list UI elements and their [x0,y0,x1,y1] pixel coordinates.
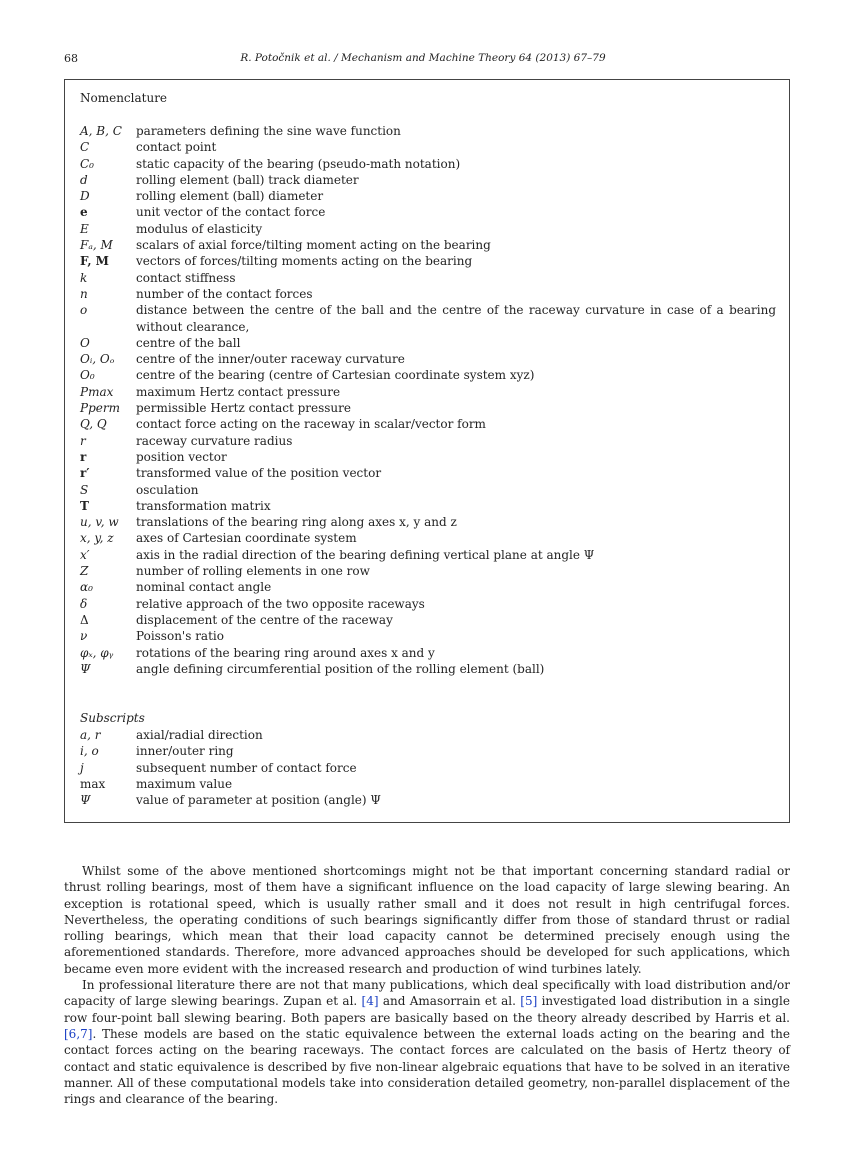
entry-description: permissible Hertz contact pressure [136,401,351,416]
nomenclature-entry [80,628,776,644]
entry-description: contact force acting on the raceway in scalar/vector form [136,417,486,432]
entry-description: contact stiffness [136,270,236,285]
entry-description: parameters defining the sine wave function [136,124,401,138]
nomenclature-entry [80,367,776,383]
subscripts-title: Subscripts [80,711,145,725]
entry-description: axial/radial direction [136,728,263,742]
nomenclature-entry [80,743,776,759]
nomenclature-entry [80,612,776,628]
nomenclature-entry [80,123,776,139]
entry-symbol: Δ [80,612,89,627]
entry-description: centre of the bearing (centre of Cartesian coordinate system xyz) [136,368,535,383]
entry-symbol: Pperm [80,401,120,416]
running-head: R. Potočnik et al. / Mechanism and Machine Theory 64 (2013) 67–79 [240,52,606,64]
entry-description: distance between the centre of the ball and the centre of the raceway curvature in case of a bearing without clearance, [136,303,776,334]
entry-symbol: Ψ [80,661,91,676]
nomenclature-entry [80,384,776,400]
entry-symbol: O₀ [80,368,95,383]
nomenclature-entry [80,253,776,269]
entry-symbol: F, M [80,254,109,269]
page-number: 68 [64,52,78,65]
entry-description: relative approach of the two opposite raceways [136,596,425,611]
nomenclature-entry [80,351,776,367]
entry-description: number of the contact forces [136,286,313,301]
entry-symbol: φₓ, φᵧ [80,645,114,660]
entry-symbol: Q, Q [80,417,107,432]
entry-description: position vector [136,449,227,464]
paragraph-1: Whilst some of the above mentioned shortcomings might not be that important concerning standard radial or thrust rolling bearings, most of them have a significant influence on the load capacity of large slewing bearing. An exception is rotational speed, which is usually rather small and it does not result in high centrifugal forces. Nevertheless, the operating conditions of such bearings significantly differ from those of standard thrust or radial rolling bearings, which mean that their load capacity cannot be determined precisely enough using the aforementioned standards. Therefore, more advanced approaches should be developed for such applications, which became even more evident with the increased research and production of wind turbines lately. [64,864,790,976]
nomenclature-title: Nomenclature [80,91,168,105]
entry-symbol: Pmax [80,384,114,399]
entry-description: rolling element (ball) diameter [136,189,324,204]
entry-symbol: δ [80,596,88,611]
nomenclature-entry [80,776,776,792]
entry-description: angle defining circumferential position of the rolling element (ball) [136,661,545,676]
nomenclature-box [64,79,790,823]
entry-description: transformed value of the position vector [136,466,382,481]
entry-symbol: r′ [80,466,90,481]
nomenclature-entry [80,400,776,416]
paragraph-2-text-b: and Amasorrain et al. [378,994,521,1009]
entry-description: nominal contact angle [136,580,272,595]
nomenclature-entry [80,335,776,351]
entry-description: Poisson's ratio [136,629,224,644]
citation-link[interactable]: [6,7] [64,1026,93,1041]
nomenclature-entry [80,760,776,776]
entry-description: axes of Cartesian coordinate system [136,531,357,546]
entry-description: centre of the inner/outer raceway curvature [136,352,405,367]
nomenclature-entry [80,286,776,302]
nomenclature-entry [80,579,776,595]
entry-symbol: a, r [80,728,101,742]
entry-description: maximum value [136,776,233,791]
nomenclature-entry [80,156,776,172]
entry-description: displacement of the centre of the raceway [136,612,393,627]
entry-description: centre of the ball [136,335,241,350]
entry-symbol: j [80,760,84,775]
entry-description: axis in the radial direction of the bearing defining vertical plane at angle Ψ [136,547,595,562]
nomenclature-entry [80,449,776,465]
subscripts-list [80,727,776,808]
nomenclature-entry [80,514,776,530]
nomenclature-entry [80,498,776,514]
entry-description: number of rolling elements in one row [136,564,370,579]
nomenclature-entry [80,270,776,286]
nomenclature-entry [80,204,776,220]
entry-symbol: o [80,303,88,318]
entry-symbol: i, o [80,744,99,759]
nomenclature-entry [80,547,776,563]
entry-description: value of parameter at position (angle) Ψ [136,793,381,808]
entry-symbol: E [80,221,89,236]
paragraph-2-text-d: . These models are based on the static equivalence between the external loads acting on the bearing and the contact forces acting on the bearing raceways. The contact forces are calculated on the basis of Hertz theory of contact and static equivalence is described by five non-linear algebraic equations that have to be solved in an iterative manner. All of these computational models take into consideration detailed geometry, non-parallel displacement of the rings and clearance of the bearing. [64,1026,790,1107]
entry-symbol: S [80,482,89,497]
entry-symbol: O [80,335,90,350]
entry-symbol: T [80,498,89,513]
entry-description: transformation matrix [136,498,271,513]
entry-symbol: α₀ [80,580,93,595]
entry-description: inner/outer ring [136,744,234,759]
entry-symbol: d [80,172,88,187]
paragraph-2-text-c: investigated load distribution in a single row four-point ball slewing bearing. Both papers are basically based on the theory already described by Harris et al. [64,994,791,1025]
entry-symbol: C₀ [80,156,94,171]
nomenclature-entry [80,188,776,204]
nomenclature-entry [80,563,776,579]
nomenclature-entry [80,172,776,188]
entry-description: maximum Hertz contact pressure [136,384,341,399]
entry-symbol: Ψ [80,793,91,808]
entry-symbol: r [80,433,86,448]
citation-link[interactable]: [4] [361,994,379,1009]
nomenclature-entry [80,727,776,743]
nomenclature-entry [80,661,776,677]
entry-symbol: Z [80,564,89,579]
entry-symbol: x, y, z [80,531,114,546]
entry-symbol: n [80,286,88,301]
entry-description: rolling element (ball) track diameter [136,172,359,187]
nomenclature-entry [80,482,776,498]
entry-description: contact point [136,140,217,155]
entry-symbol: A, B, C [80,124,122,138]
entry-symbol: D [80,189,90,204]
entry-symbol: e [80,205,88,220]
nomenclature-entry [80,433,776,449]
entry-description: unit vector of the contact force [136,205,326,220]
entry-description: subsequent number of contact force [136,760,357,775]
entry-description: raceway curvature radius [136,433,293,448]
entry-description: static capacity of the bearing (pseudo-math notation) [136,156,461,171]
paragraph-2-text-a: In professional literature there are not that many publications, which deal specifically with load distribution and/or capacity of large slewing bearings. Zupan et al. [64,978,790,1009]
entry-symbol: k [80,270,88,285]
entry-symbol: x′ [80,547,90,562]
entry-description: vectors of forces/tilting moments acting on the bearing [136,254,473,269]
entry-description: scalars of axial force/tilting moment acting on the bearing [136,238,491,253]
nomenclature-entry [80,302,776,335]
entry-symbol: C [80,140,90,155]
entry-symbol: ν [80,629,88,644]
nomenclature-entry [80,237,776,253]
paragraph-2 [64,977,790,1107]
entry-symbol: u, v, w [80,515,119,530]
nomenclature-entry [80,139,776,155]
nomenclature-entry [80,416,776,432]
nomenclature-entry [80,596,776,612]
entry-symbol: max [80,776,106,791]
nomenclature-entry [80,530,776,546]
entry-description: translations of the bearing ring along axes x, y and z [136,515,457,530]
entry-symbol: Oᵢ, Oₒ [80,352,115,367]
entry-description: modulus of elasticity [136,221,263,236]
entry-symbol: r [80,449,87,464]
entry-description: osculation [136,482,199,497]
entry-description: rotations of the bearing ring around axes x and y [136,645,435,660]
body-text [64,863,790,1107]
nomenclature-entry [80,792,776,808]
nomenclature-entry [80,221,776,237]
entry-symbol: Fₐ, M [80,238,113,253]
citation-link[interactable]: [5] [520,994,538,1009]
nomenclature-entry [80,465,776,481]
nomenclature-entry [80,645,776,661]
nomenclature-list [80,123,776,677]
